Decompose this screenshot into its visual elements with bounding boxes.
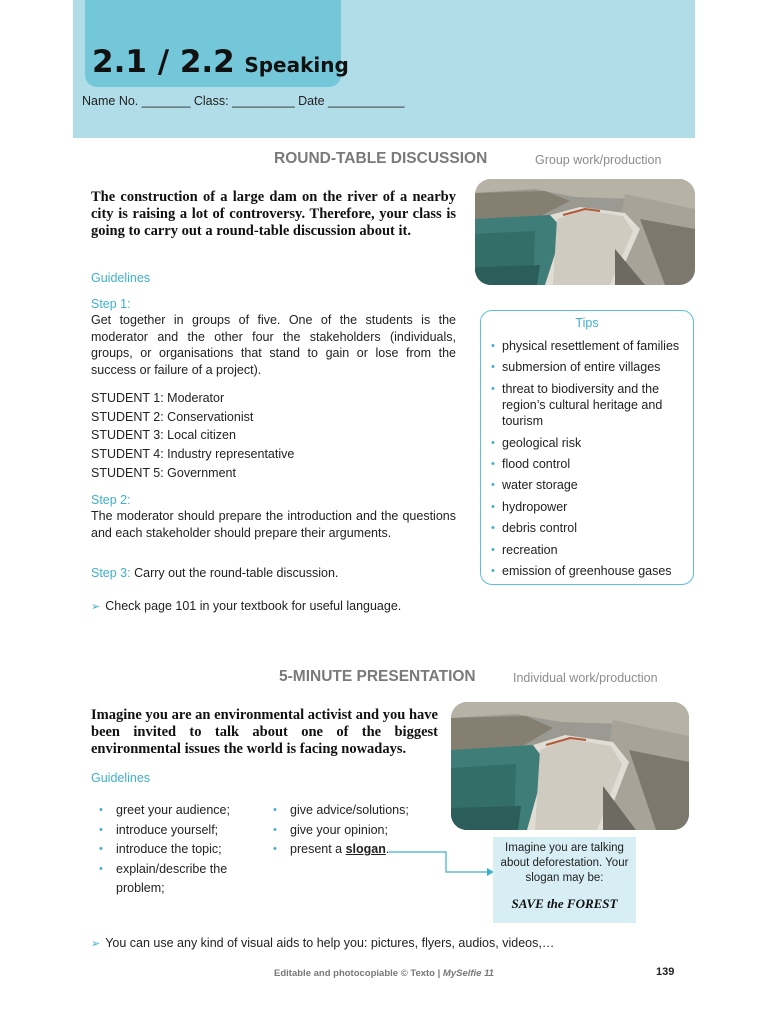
slogan-box-text: Imagine you are talking about deforestation. Your slogan may be: [500, 842, 629, 884]
unit-title: Speaking [244, 53, 349, 77]
list-item: • introduce yourself; [99, 821, 259, 841]
slogan-suffix: . [385, 842, 390, 856]
dam-image-2 [451, 702, 689, 830]
footer [0, 968, 768, 979]
dam-photo-2 [451, 702, 689, 830]
section2-guidelines-label: Guidelines [91, 771, 151, 785]
step3 [91, 566, 338, 580]
unit-number: 2.1 / 2.2 [92, 44, 235, 80]
name-line: Name No. _______ Class: _________ Date ___________ [82, 94, 405, 108]
tip-item: • submersion of entire villages [491, 359, 691, 375]
slogan-example: SAVE the FOREST [511, 896, 618, 911]
connector-arrow-icon [380, 850, 495, 880]
step1-text: Get together in groups of five. One of the students is the moderator and the other four the stakeholders (individuals, groups, or organisations that stand to gain or lose from the success or failure of a project). [91, 313, 456, 378]
section1-subtitle: Group work/production [535, 153, 662, 167]
student-3: STUDENT 3: Local citizen [91, 428, 236, 442]
tip-item: • recreation [491, 542, 691, 558]
tip-item: • emission of greenhouse gases [491, 563, 691, 579]
section2-title: 5-MINUTE PRESENTATION [279, 668, 476, 685]
list-item: • explain/describe the problem; [99, 860, 259, 899]
footer-book: MySelfie 11 [442, 968, 494, 979]
page-title [92, 44, 349, 80]
step2-text: The moderator should prepare the introduction and the questions and each stakeholder should prepare their arguments. [91, 509, 456, 540]
slogan-example-box [493, 837, 636, 923]
tips-title: Tips [575, 316, 599, 330]
tips-box [480, 310, 694, 585]
section1-guidelines-label: Guidelines [91, 271, 151, 285]
arrow-icon: ➢ [91, 601, 101, 613]
tip-item: • flood control [491, 456, 691, 472]
section1-title: ROUND-TABLE DISCUSSION [274, 150, 488, 167]
visual-aids-note [91, 936, 554, 950]
check-note-text: Check page 101 in your textbook for useful language. [105, 599, 402, 613]
student-5: STUDENT 5: Government [91, 466, 236, 480]
tip-item: • threat to biodiversity and the region’s cultural heritage and tourism [491, 381, 691, 430]
student-1: STUDENT 1: Moderator [91, 391, 225, 405]
presentation-list-left [99, 801, 259, 899]
arrow-icon: ➢ [91, 938, 101, 950]
tip-item: • debris control [491, 520, 691, 536]
tip-item: • hydropower [491, 499, 691, 515]
step1-label: Step 1: [91, 297, 131, 311]
step3-label: Step 3: [91, 566, 131, 580]
slogan-prefix: present a [290, 842, 346, 856]
slogan-word: slogan [345, 842, 386, 856]
tip-item: • physical resettlement of families [491, 338, 691, 354]
section2-subtitle: Individual work/production [513, 671, 658, 685]
step2-label: Step 2: [91, 493, 131, 507]
page-number: 139 [656, 966, 675, 978]
tips-list [491, 338, 691, 584]
list-item: • greet your audience; [99, 801, 259, 821]
student-4: STUDENT 4: Industry representative [91, 447, 295, 461]
dam-image-1 [475, 179, 695, 285]
student-2: STUDENT 2: Conservationist [91, 410, 254, 424]
list-item: • introduce the topic; [99, 840, 259, 860]
list-item: • give advice/solutions; [273, 801, 453, 821]
section1-intro: The construction of a large dam on the river of a nearby city is raising a lot of controversy. Therefore, your class is going to carry out a round-table discussion about it. [91, 189, 456, 239]
list-item: • give your opinion; [273, 821, 453, 841]
visual-aids-text: You can use any kind of visual aids to help you: pictures, flyers, audios, videos,… [105, 936, 555, 950]
section2-intro: Imagine you are an environmental activist and you have been invited to talk about one of the biggest environmental issues the world is facing nowadays. [91, 707, 438, 757]
footer-text: Editable and photocopiable © Texto | [274, 968, 441, 979]
step3-text: Carry out the round-table discussion. [134, 566, 339, 580]
tip-item: • water storage [491, 477, 691, 493]
dam-photo-1 [475, 179, 695, 285]
check-note [91, 599, 401, 613]
tip-item: • geological risk [491, 435, 691, 451]
